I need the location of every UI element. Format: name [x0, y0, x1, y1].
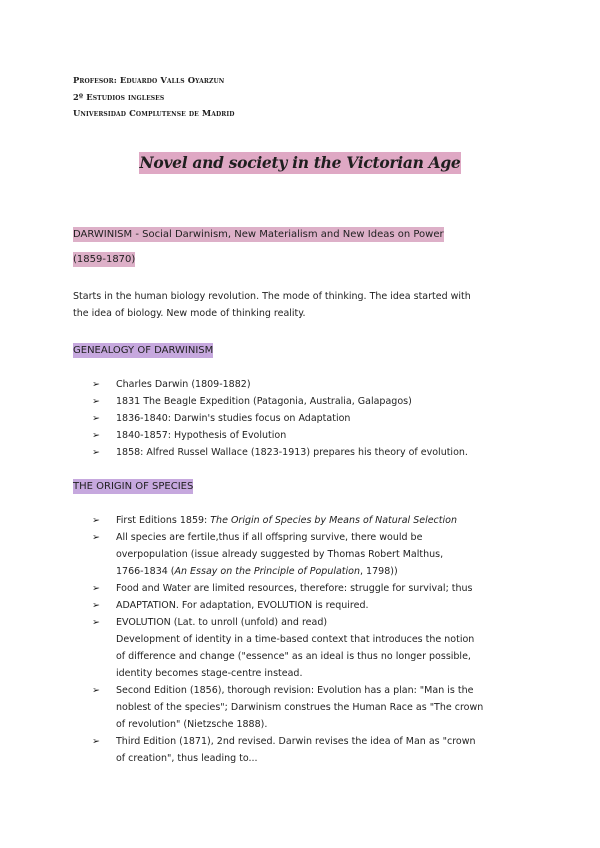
list-item	[92, 614, 483, 682]
arrow-bullet-icon: ➢	[92, 617, 100, 628]
title-wrapper	[0, 152, 600, 174]
list-item-line: of creation", thus leading to...	[116, 753, 258, 764]
list-item-line: EVOLUTION (Lat. to unroll (unfold) and read)	[116, 617, 328, 628]
list-item	[92, 427, 468, 444]
list-item-line	[116, 563, 483, 580]
book-title: The Origin of Species by Means of Natural Selection	[210, 515, 457, 526]
page-title: Novel and society in the Victorian Age	[139, 153, 461, 172]
list-item-text: Food and Water are limited resources, therefore: struggle for survival; thus	[116, 583, 473, 594]
intro-line: the idea of biology. New mode of thinking reality.	[73, 308, 306, 319]
list-item	[92, 733, 483, 767]
edition-prefix: First Editions 1859:	[116, 515, 211, 526]
list-item	[92, 444, 468, 461]
list-item	[92, 529, 483, 580]
document-header	[73, 72, 235, 122]
professor-line: Profesor: Eduardo Valls Oyarzun	[73, 75, 225, 85]
list-item-line: All species are fertile,thus if all offspring survive, there would be	[116, 532, 423, 543]
genealogy-heading	[73, 342, 213, 359]
essay-title: An Essay on the Principle of Population	[174, 566, 361, 577]
genealogy-list	[92, 376, 468, 461]
list-item-text: 1840-1857: Hypothesis of Evolution	[116, 430, 287, 441]
darwinism-intro	[73, 288, 533, 322]
arrow-bullet-icon: ➢	[92, 583, 100, 594]
darwinism-heading-line2: (1859-1870)	[73, 254, 136, 265]
origin-heading-text: THE ORIGIN OF SPECIES	[73, 481, 194, 492]
course-line: 2º Estudios ingleses	[73, 91, 165, 102]
arrow-bullet-icon: ➢	[92, 447, 100, 458]
arrow-bullet-icon: ➢	[92, 396, 100, 407]
list-item-line: identity becomes stage-centre instead.	[116, 668, 303, 679]
list-item	[92, 597, 483, 614]
list-item-line: overpopulation (issue already suggested by Thomas Robert Malthus,	[116, 549, 444, 560]
arrow-bullet-icon: ➢	[92, 600, 100, 611]
arrow-bullet-icon: ➢	[92, 532, 100, 543]
arrow-bullet-icon: ➢	[92, 413, 100, 424]
arrow-bullet-icon: ➢	[92, 515, 100, 526]
list-item-line: of difference and change ("essence" as an ideal is thus no longer possible,	[116, 651, 471, 662]
genealogy-heading-text: GENEALOGY OF DARWINISM	[73, 345, 214, 356]
list-item-line: noblest of the species"; Darwinism construes the Human Race as "The crown	[116, 702, 484, 713]
university-line: Universidad Complutense de Madrid	[73, 108, 235, 119]
list-item-text: Charles Darwin (1809-1882)	[116, 379, 251, 390]
list-item-text: 1831 The Beagle Expedition (Patagonia, Australia, Galapagos)	[116, 396, 412, 407]
list-item-line: of revolution" (Nietzsche 1888).	[116, 719, 268, 730]
darwinism-heading-dates	[73, 251, 135, 268]
arrow-bullet-icon: ➢	[92, 685, 100, 696]
list-item-text: 1836-1840: Darwin's studies focus on Adaptation	[116, 413, 351, 424]
list-item-text: ADAPTATION. For adaptation, EVOLUTION is required.	[116, 600, 369, 611]
arrow-bullet-icon: ➢	[92, 379, 100, 390]
list-item	[92, 376, 468, 393]
list-item	[92, 410, 468, 427]
origin-list	[92, 512, 483, 767]
list-item	[92, 512, 483, 529]
list-item-line: Development of identity in a time-based context that introduces the notion	[116, 634, 475, 645]
darwinism-heading	[73, 226, 444, 243]
intro-line: Starts in the human biology revolution. The mode of thinking. The idea started with	[73, 291, 471, 302]
list-item-line: Third Edition (1871), 2nd revised. Darwin revises the idea of Man as "crown	[116, 736, 476, 747]
arrow-bullet-icon: ➢	[92, 736, 100, 747]
darwinism-heading-line1: DARWINISM - Social Darwinism, New Materialism and New Ideas on Power	[73, 229, 444, 240]
list-item-text: 1858: Alfred Russel Wallace (1823-1913) prepares his theory of evolution.	[116, 447, 468, 458]
list-item-line: Second Edition (1856), thorough revision: Evolution has a plan: "Man is the	[116, 685, 474, 696]
malthus-prefix: 1766-1834 (	[116, 566, 175, 577]
arrow-bullet-icon: ➢	[92, 430, 100, 441]
malthus-suffix: , 1798))	[360, 566, 398, 577]
list-item	[92, 580, 483, 597]
list-item	[92, 393, 468, 410]
origin-heading	[73, 478, 193, 495]
list-item	[92, 682, 483, 733]
